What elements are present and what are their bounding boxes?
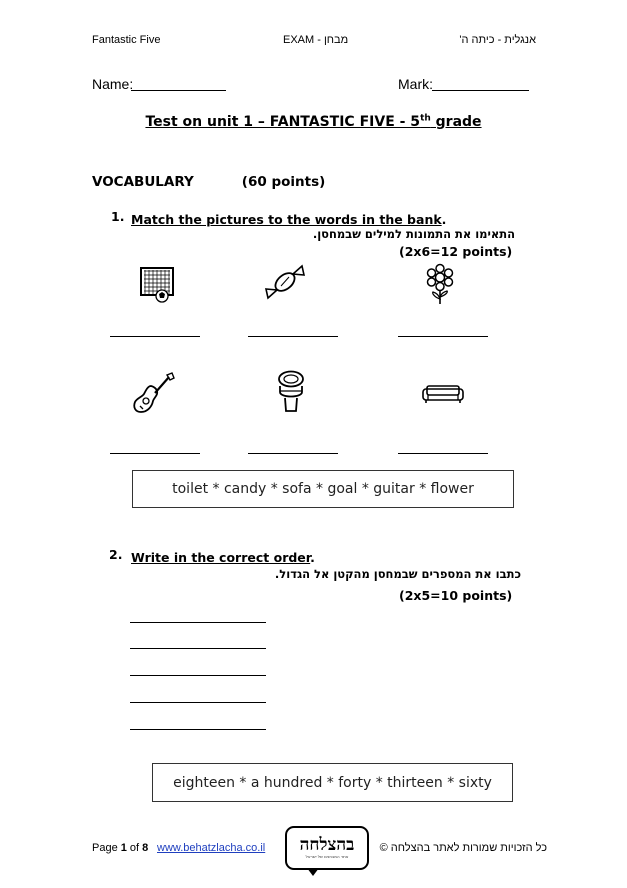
name-label: Name: (92, 76, 134, 92)
header-center: EXAM - מבחן (283, 34, 349, 46)
q1-hebrew-instruction: התאימו את התמונות למילים שבמחסן. (312, 227, 515, 241)
header-right: אנגלית - כיתה ה' (459, 34, 536, 46)
test-title: Test on unit 1 – FANTASTIC FIVE - 5th grade (145, 113, 482, 130)
q1-answer-blank-1[interactable] (110, 336, 200, 337)
q1-number: 1. (111, 209, 125, 224)
section-heading (92, 174, 325, 190)
site-link[interactable]: www.behatzlacha.co.il (157, 842, 266, 854)
q1-answer-blank-2[interactable] (248, 336, 338, 337)
q1-answer-blank-5[interactable] (248, 453, 338, 454)
sofa-icon (421, 384, 465, 404)
q2-hebrew-instruction: כתבו את המספרים שבמחסן מהקטן אל הגדול. (274, 567, 521, 581)
section-label: VOCABULARY (92, 174, 194, 190)
mark-blank[interactable] (432, 90, 529, 91)
q1-instruction: Match the pictures to the words in the bank. (131, 212, 447, 227)
behatzlacha-logo: בהצלחה אתר המבחנים של ישראל (285, 826, 369, 870)
q2-answer-blank-2[interactable] (130, 648, 266, 649)
q2-points: (2x5=10 points) (399, 588, 513, 603)
name-blank[interactable] (131, 90, 226, 91)
toilet-icon (276, 370, 306, 414)
flower-icon (424, 263, 456, 305)
page-indicator: Page 1 of 8 (92, 842, 149, 854)
q1-answer-blank-6[interactable] (398, 453, 488, 454)
q2-answer-blank-4[interactable] (130, 702, 266, 703)
q2-number: 2. (109, 547, 123, 562)
candy-icon (264, 262, 306, 302)
q2-number-bank: eighteen * a hundred * forty * thirteen * sixty (152, 763, 513, 802)
header-left: Fantastic Five (92, 34, 161, 46)
q2-answer-blank-1[interactable] (130, 622, 266, 623)
logo-tail-shape (307, 868, 319, 876)
q1-answer-blank-4[interactable] (110, 453, 200, 454)
q1-points: (2x6=12 points) (399, 244, 513, 259)
q1-answer-blank-3[interactable] (398, 336, 488, 337)
goal-icon (139, 265, 175, 303)
q2-answer-blank-3[interactable] (130, 675, 266, 676)
section-points: (60 points) (241, 174, 326, 190)
mark-label: Mark: (398, 76, 433, 92)
copyright-notice: כל הזכויות שמורות לאתר בהצלחה © (379, 842, 547, 854)
guitar-icon (131, 372, 175, 416)
q1-word-bank: toilet * candy * sofa * goal * guitar * flower (132, 470, 514, 508)
q2-answer-blank-5[interactable] (130, 729, 266, 730)
q2-instruction: Write in the correct order. (131, 550, 315, 565)
